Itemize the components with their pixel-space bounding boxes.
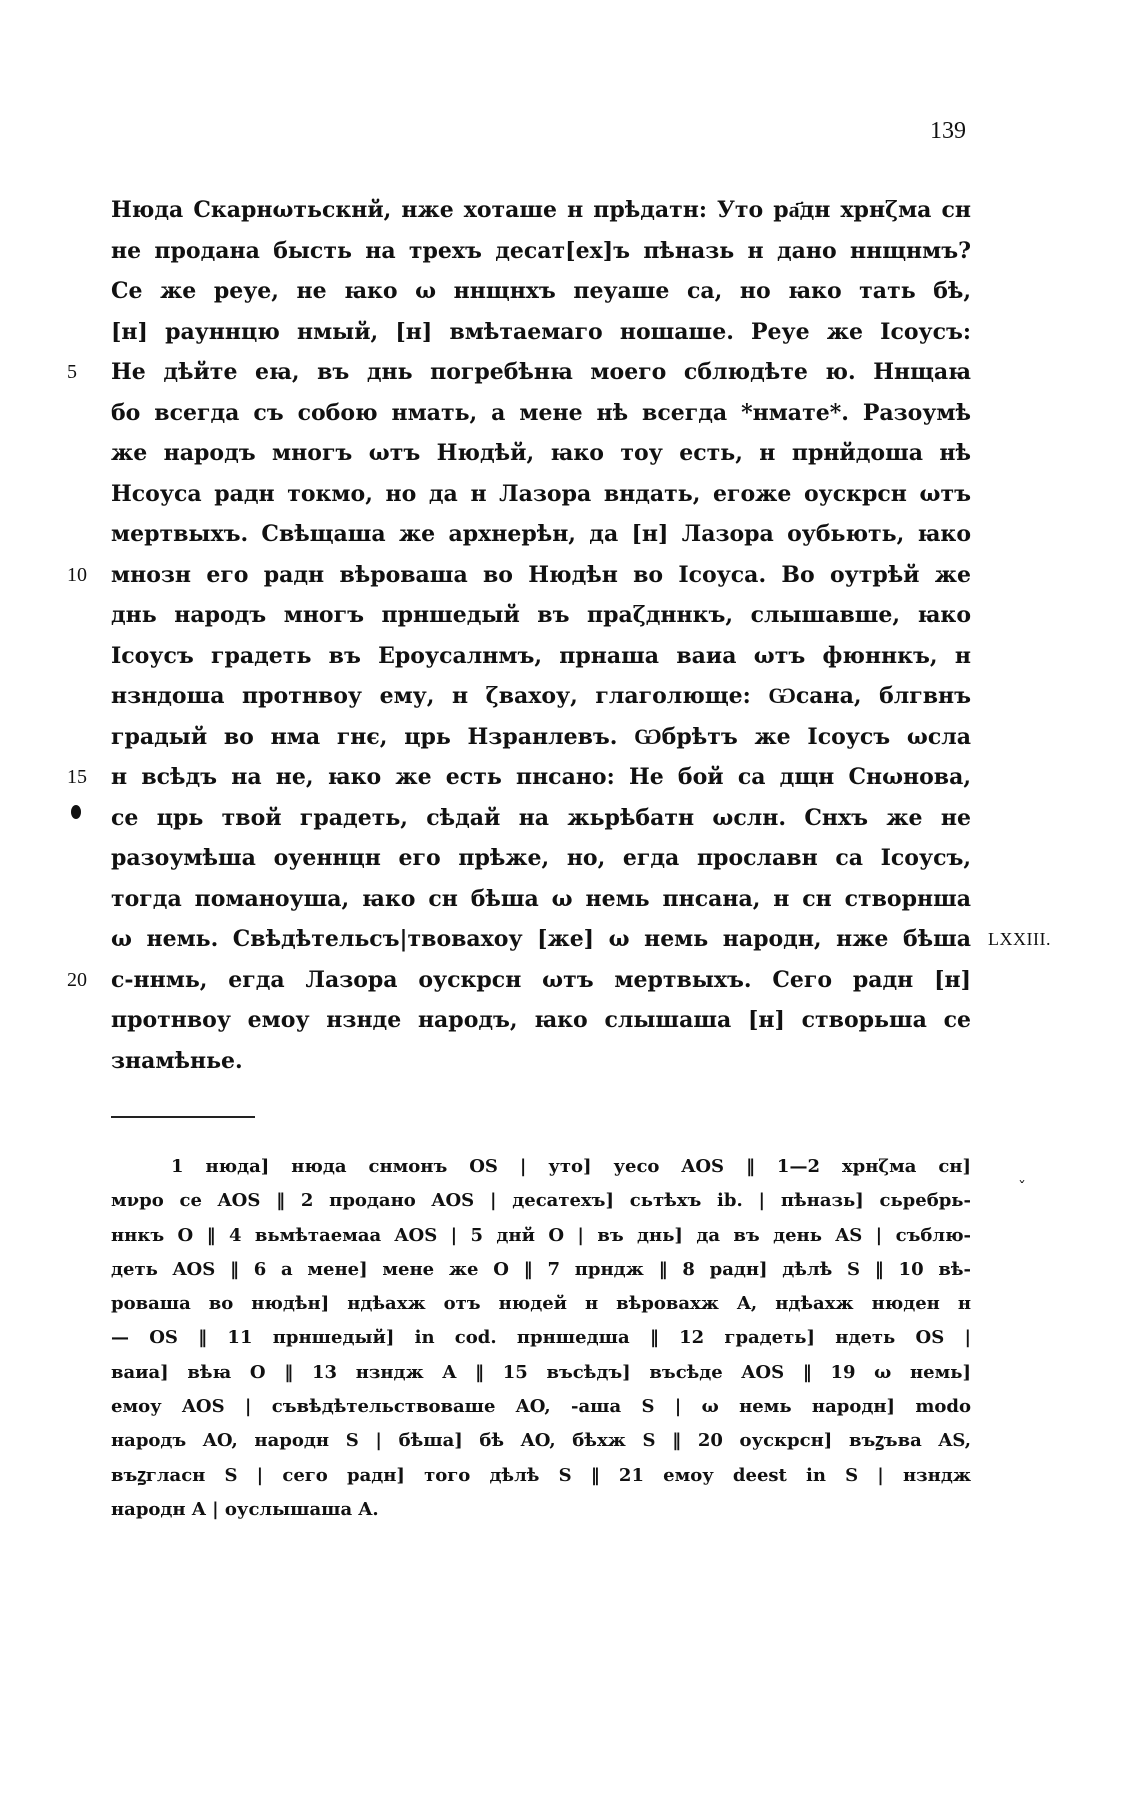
footnote-line: роваша во нюдѣн] ндѣахж отъ нюдей н вѣровахж A, ндѣахж нюден н — [111, 1293, 971, 1315]
text-line — [111, 474, 971, 515]
line-text: мнозн его радн вѣроваша во Нюдѣн во Ісоуса. Во оутрѣй же — [111, 561, 971, 588]
line-text: се црь твой градеть, сѣдай на жьрѣбатн ωслн. Снхъ же не — [111, 804, 971, 831]
text-line — [67, 352, 971, 393]
footnote-divider — [111, 1116, 255, 1118]
text-line — [111, 717, 971, 758]
footnote-line: мνро се AOS ‖ 2 продано AOS | десатехъ] сьтѣхъ ib. | пѣназь] сьребрь- — [111, 1190, 971, 1212]
line-text: Ісоусъ градеть въ Ероусалнмъ, прнаша ваиа ωтъ фюннкъ, н — [111, 642, 971, 669]
margin-note: LXXIII. — [988, 929, 1051, 949]
line-text: с-ннмь, егда Лазора оускрсн ωтъ мертвыхъ. Сего радн [н] — [111, 966, 971, 993]
text-line — [111, 1041, 971, 1082]
line-text: Се же реуе, не ꙗко ω ннщнхъ пеуаше са, но ꙗко тать бѣ, — [111, 278, 971, 304]
line-text: н всѣдъ на не, ꙗко же есть пнсано: Не бой са дщн Снωнова, — [111, 764, 971, 790]
text-line — [111, 919, 1051, 960]
line-text: не продана бысть на трехъ десат[ех]ъ пѣназь н дано ннщнмъ? — [111, 237, 971, 264]
footnotes — [111, 1150, 971, 1527]
line-number: 15 — [67, 766, 87, 788]
text-line — [111, 514, 971, 555]
text-line — [111, 433, 971, 474]
stray-mark: ˇ — [1018, 1178, 1026, 1197]
text-line — [111, 798, 971, 839]
text-line — [111, 838, 971, 879]
footnote-line: народъ AO, народн S | бѣша] бѣ AO, бѣхж S ‖ 20 оускрсн] въꙁъва AS, — [111, 1430, 971, 1452]
line-text: знамѣнье. — [111, 1047, 243, 1074]
line-number: 5 — [67, 361, 77, 383]
text-line — [111, 595, 971, 636]
text-line — [111, 676, 971, 717]
text-line — [111, 231, 971, 272]
text-line — [111, 393, 971, 434]
text-line — [111, 271, 971, 312]
line-text: Нюда Скарнωтьскнй, нже хоташе н прѣдатн: Уто ра҃дн хрнζма сн — [111, 197, 971, 223]
line-text: разоумѣша оуеннцн его прѣже, но, егда прославн са Ісоусъ, — [111, 845, 971, 871]
line-text: тогда поманоуша, ꙗко сн бѣша ω немь пнсана, н сн створнша — [111, 885, 971, 912]
main-text — [67, 190, 1051, 1081]
line-text: мертвыхъ. Свѣщаша же архнерѣн, да [н] Лазора оубьють, ꙗко — [111, 521, 971, 547]
line-text: Нсоуса радн токмо, но да н Лазора вндать, егоже оускрсн ωтъ — [111, 480, 971, 507]
text-line — [111, 1000, 971, 1041]
text-line — [111, 879, 971, 920]
footnote-line: 1 нюда] нюда снмонъ OS | уто] уесо AOS ‖ 1—2 хрнζма сн] — [171, 1156, 971, 1177]
footnote-line: деть AOS ‖ 6 а мене] мене же O ‖ 7 прндж ‖ 8 радн] дѣлѣ S ‖ 10 вѣ- — [111, 1258, 971, 1280]
text-line — [111, 190, 971, 231]
footnote-line: въꙁгласн S | сего радн] того дѣлѣ S ‖ 21 емоу deest in S | нзндж — [111, 1464, 971, 1486]
line-text: ω немь. Свѣдѣтельсъ|твовахоу [же] ω немь народн, нже бѣша — [111, 926, 971, 952]
footnote-line: ваиа] вѣꙗ O ‖ 13 нзндж A ‖ 15 въсѣдъ] въсѣде AOS ‖ 19 ω немь] — [111, 1361, 971, 1383]
text-line — [67, 555, 971, 596]
line-text: [н] рауннцю нмый, [н] вмѣтаемаго ношаше. Реуе же Ісоусъ: — [111, 318, 971, 345]
line-text: Не дѣйте еꙗ, въ днь погребѣнꙗ моего сблюдѣте ю. Ннщаꙗ — [111, 359, 971, 385]
bullet-mark — [71, 805, 81, 819]
footnote-line: емоу AOS | съвѣдѣтельствоваше AO, -аша S | ω немь народн] modo — [111, 1396, 971, 1418]
line-text: же народъ многъ ωтъ Нюдѣй, ꙗко тоу есть, н прнйдоша нѣ — [111, 440, 971, 466]
text-line — [67, 960, 971, 1001]
line-text: градый во нма гнє, црь Нзранлевъ. Ѡбрѣтъ же Ісоусъ ωсла — [111, 723, 971, 750]
line-text: протнвоу емоу нзнде народъ, ꙗко слышаша [н] створьша се — [111, 1007, 971, 1033]
line-text: днь народъ многъ прншедый въ праζдннкъ, слышавше, ꙗко — [111, 602, 971, 628]
line-text: бо всегда съ собою нмать, а мене нѣ всегда *нмате*. Разоумѣ — [111, 399, 971, 426]
footnote-line: ннкъ O ‖ 4 вьмѣтаемаа AOS | 5 днй O | въ днь] да въ день AS | съблю- — [111, 1224, 971, 1246]
footnote-line: народн A | оуслышаша A. — [111, 1498, 379, 1520]
footnote-line: — OS ‖ 11 прншедый] in cod. прншедша ‖ 12 градеть] ндеть OS | — [111, 1327, 971, 1349]
line-number: 20 — [67, 968, 87, 991]
line-number: 10 — [67, 563, 87, 586]
line-text: нзндоша протнвоу ему, н ζвахоу, глаголюще: Ѡсана, блгвнъ — [111, 683, 971, 709]
text-line — [111, 312, 971, 353]
text-line — [111, 636, 971, 677]
text-line — [67, 757, 971, 798]
page-number: 139 — [930, 118, 966, 144]
